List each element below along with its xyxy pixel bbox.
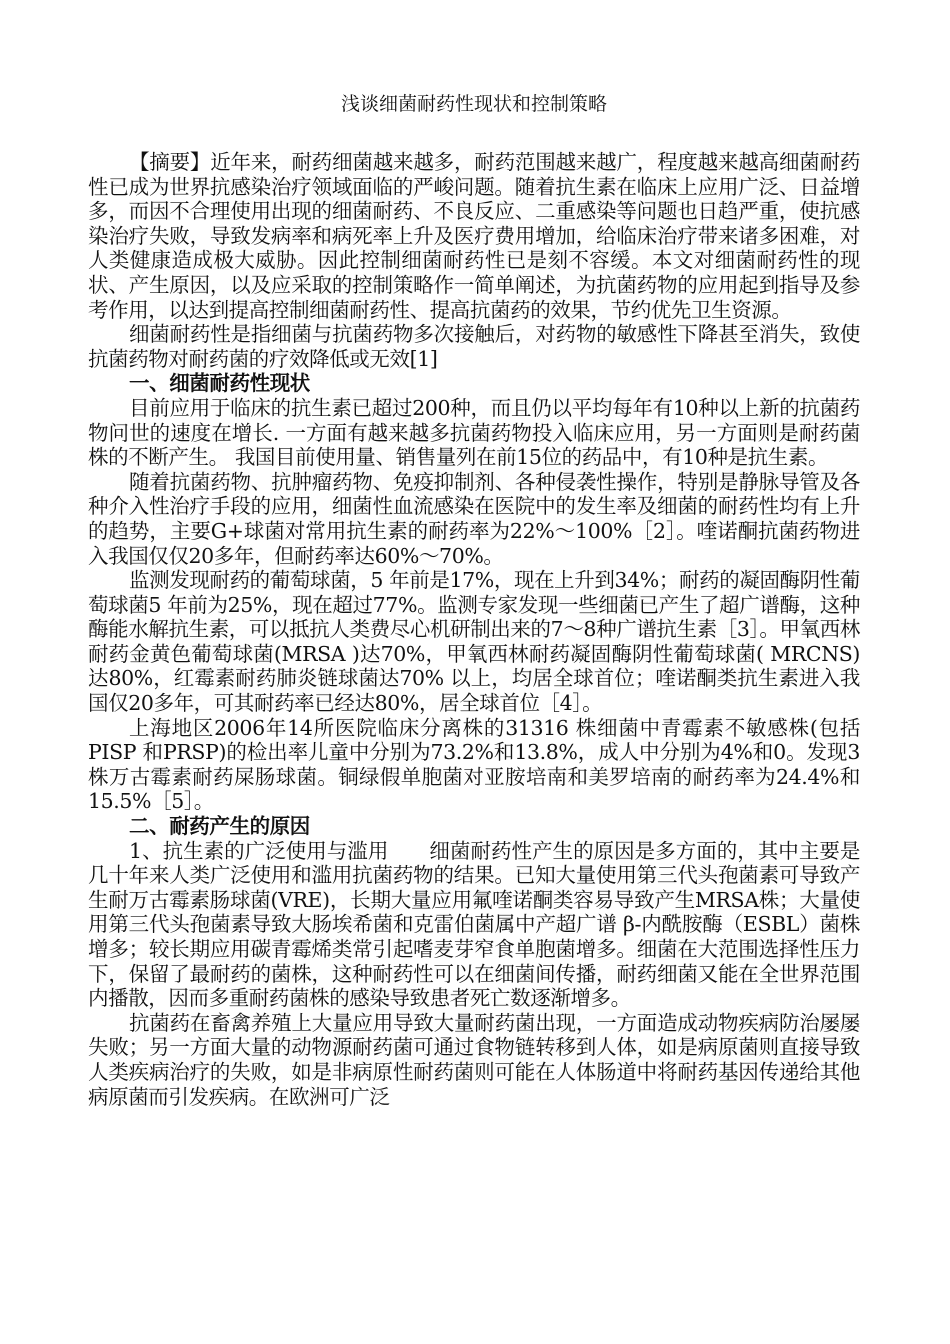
paragraph: 1、抗生素的广泛使用与滥用 细菌耐药性产生的原因是多方面的，其中主要是几十年来人类广泛使用和滥用抗菌药物的结果。已知大量使用第三代头孢菌素可导致产生耐万古霉素肠球菌(VRE)，长期大量应用氟喹诺酮类容易导致产生MRSA株；大量使用第三代头孢菌素导致大肠埃希菌和克雷伯菌属中产超广谱 β-内酰胺酶（ESBL）菌株增多；较长期应用碳青霉烯类常引起嗜麦芽窄食单胞菌增多。细菌在大范围选择性压力下，保留了最耐药的菌株，这种耐药性可以在细菌间传播，耐药细菌又能在全世界范围内播散，因而多重耐药菌株的感染导致患者死亡数逐渐增多。 xyxy=(88,838,860,1011)
paragraph: 抗菌药在畜禽养殖上大量应用导致大量耐药菌出现，一方面造成动物疾病防治屡屡失败；另一方面大量的动物源耐药菌可通过食物链转移到人体，如是病原菌则直接导致人类疾病治疗的失败，如是非病原性耐药菌则可能在人体肠道中将耐药基因传递给其他病原菌而引发疾病。在欧洲可广泛 xyxy=(88,1010,860,1109)
section-heading: 二、耐药产生的原因 xyxy=(129,814,310,839)
paragraph: 上海地区2006年14所医院临床分离株的31316 株细菌中青霉素不敏感株(包括PISP 和PRSP)的检出率儿童中分别为73.2%和13.8%，成人中分别为4%和0。发现3株万古霉素耐药屎肠球菌。铜绿假单胞菌对亚胺培南和美罗培南的耐药率为24.4%和15.5%［5］。 xyxy=(88,715,860,814)
document-body xyxy=(88,150,860,1109)
document-title: 浅谈细菌耐药性现状和控制策略 xyxy=(340,93,607,115)
paragraph: 随着抗菌药物、抗肿瘤药物、免疫抑制剂、各种侵袭性操作，特别是静脉导管及各种介入性治疗手段的应用，细菌性血流感染在医院中的发生率及细菌的耐药性均有上升的趋势，主要G+球菌对常用抗生素的耐药率为22%～100%［2］。喹诺酮抗菌药物进入我国仅仅20多年，但耐药率达60%～70%。 xyxy=(88,469,860,568)
document-page xyxy=(88,92,860,1109)
section-heading: 一、细菌耐药性现状 xyxy=(129,371,310,396)
paragraph: 【摘要】近年来，耐药细菌越来越多，耐药范围越来越广，程度越来越高细菌耐药性已成为世界抗感染治疗领域面临的严峻问题。随着抗生素在临床上应用广泛、日益增多，而因不合理使用出现的细菌耐药、不良反应、二重感染等问题也日趋严重，使抗感染治疗失败，导致发病率和病死率上升及医疗费用增加，给临床治疗带来诸多困难，对人类健康造成极大威胁。因此控制细菌耐药性已是刻不容缓。本文对细菌耐药性的现状、产生原因，以及应采取的控制策略作一简单阐述，为抗菌药物的应用起到指导及参考作用，以达到提高控制细菌耐药性、提高抗菌药的效果，节约优先卫生资源。 xyxy=(88,150,860,322)
paragraph: 细菌耐药性是指细菌与抗菌药物多次接触后，对药物的敏感性下降甚至消失，致使抗菌药物对耐药菌的疗效降低或无效[1] xyxy=(88,322,860,371)
paragraph: 目前应用于临床的抗生素已超过200种，而且仍以平均每年有10种以上新的抗菌药物问世的速度在增长. 一方面有越来越多抗菌药物投入临床应用，另一方面则是耐药菌株的不断产生。 我国目前使用量、销售量列在前15位的药品中，有10种是抗生素。 xyxy=(88,395,860,470)
paragraph: 监测发现耐药的葡萄球菌，5 年前是17%，现在上升到34%；耐药的凝固酶阴性葡萄球菌5 年前为25%，现在超过77%。监测专家发现一些细菌已产生了超广谱酶，这种酶能水解抗生素，可以抵抗人类费尽心机研制出来的7～8种广谱抗生素［3］。甲氧西林耐药金黄色葡萄球菌(MRSA )达70%，甲氧西林耐药凝固酶阴性葡萄球菌( MRCNS)达80%，红霉素耐药肺炎链球菌达70% 以上，均居全球首位；喹诺酮类抗生素进入我国仅20多年，可其耐药率已经达80%，居全球首位［4］。 xyxy=(88,568,860,716)
